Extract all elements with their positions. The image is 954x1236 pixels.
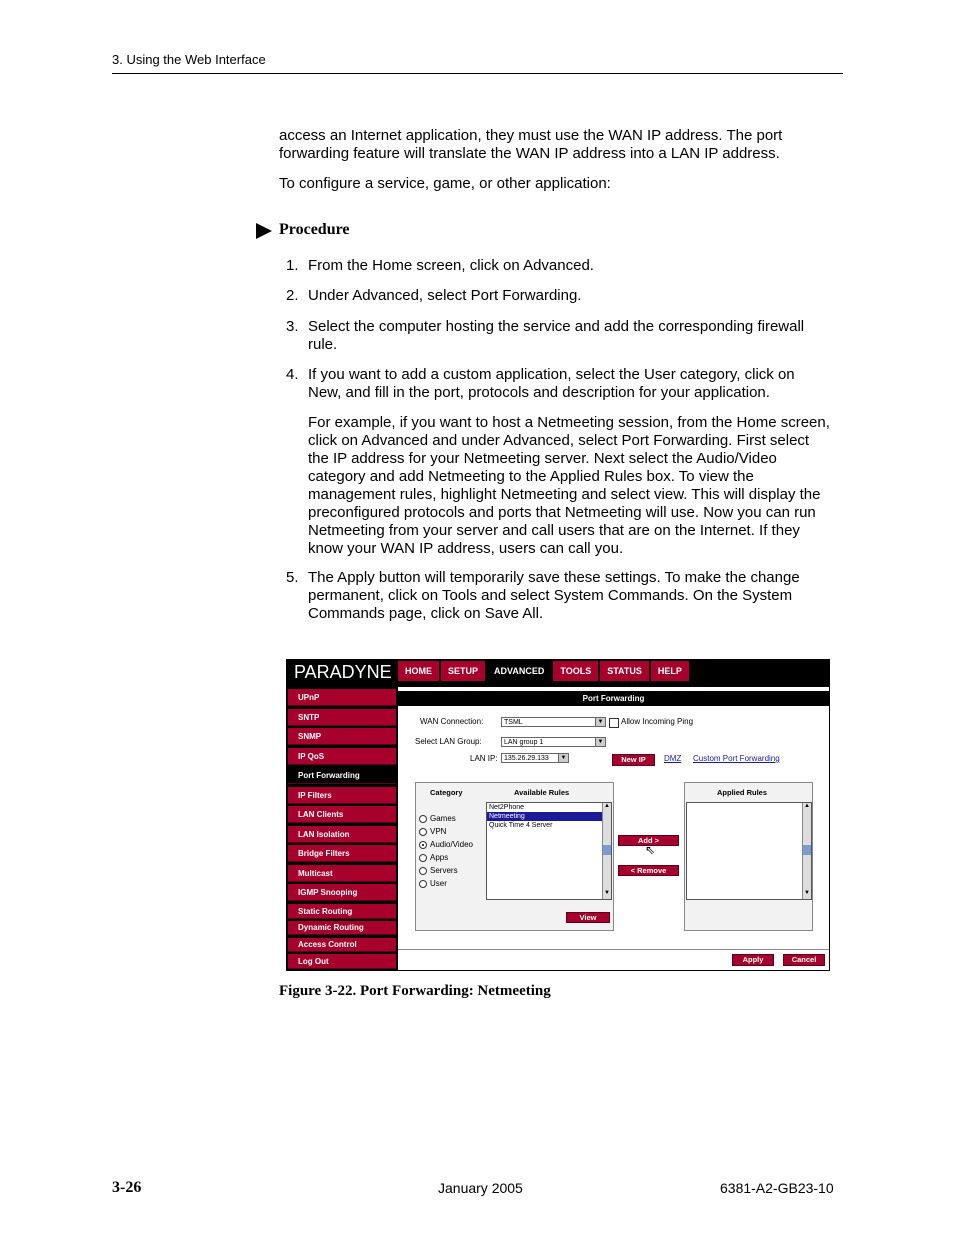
port-forwarding-panel [398,687,829,970]
category-title: Category [430,788,463,797]
figure-caption: Figure 3-22. Port Forwarding: Netmeeting [279,983,551,999]
category-vpn[interactable] [419,825,473,838]
example-paragraph [308,414,830,558]
remove-button[interactable]: < Remove [618,865,679,876]
add-button[interactable]: Add > [618,835,679,846]
tab-help[interactable]: HELP [651,661,689,681]
sidebar-item-snmp[interactable]: SNMP [288,728,396,745]
example-line: For example, if you want to host a Netmeeting session, from the Home screen, [308,414,830,431]
procedure-heading-text: Procedure [279,220,350,238]
sidebar-item-port-forwarding[interactable]: Port Forwarding [288,767,396,784]
tab-status[interactable]: STATUS [600,661,649,681]
lan-ip-value: 135.26.29.133 [504,755,549,762]
step-text: permanent, click on Tools and select System Commands. On the System [308,587,793,604]
example-line: know your WAN IP address, users can call you. [308,540,624,557]
lan-group-label: Select LAN Group: [415,737,482,746]
category-apps[interactable] [419,851,473,864]
tab-home[interactable]: HOME [398,661,439,681]
footer-date: January 2005 [438,1180,523,1196]
step-number: 1. [286,257,299,274]
category-games[interactable] [419,812,473,825]
lan-ip-label: LAN IP: [470,754,498,763]
intro-paragraph-2: To configure a service, game, or other application: [279,175,611,192]
chevron-down-icon: ▼ [595,718,605,726]
step-text: The Apply button will temporarily save these settings. To make the change [308,569,800,586]
triangle-icon [256,223,272,239]
applied-rules-title: Applied Rules [717,788,768,797]
apply-button[interactable]: Apply [732,954,774,966]
category-servers[interactable] [419,864,473,877]
list-item-selected[interactable]: Netmeeting [487,812,611,821]
step-number: 5. [286,569,299,586]
scroll-down-icon[interactable]: ▼ [604,890,610,896]
scroll-thumb[interactable] [803,845,811,855]
chevron-down-icon: ▼ [595,738,605,746]
available-rules-title: Available Rules [514,788,570,797]
category-label: Games [430,814,456,823]
bottom-divider [398,949,829,950]
paradyne-logo: PARADYNE [294,662,392,682]
radio-button[interactable] [419,880,427,888]
lan-group-select[interactable] [501,737,606,747]
category-label: Audio/Video [430,840,473,849]
sidebar-item-access-control[interactable]: Access Control [288,938,396,952]
new-ip-button[interactable]: New IP [612,754,655,766]
radio-button[interactable] [419,828,427,836]
procedure-heading [256,220,350,239]
scrollbar[interactable] [602,803,611,899]
scroll-up-icon[interactable]: ▲ [804,803,810,809]
example-line: the IP address for your Netmeeting server. Next select the Audio/Video [308,450,777,467]
custom-port-forwarding-link[interactable]: Custom Port Forwarding [693,754,780,763]
step-number: 2. [286,287,299,304]
step-text: New, and fill in the port, protocols and description for your application. [308,384,770,401]
example-line: preconfigured protocols and ports that Netmeeting will use. Now you can run [308,504,816,521]
radio-button[interactable] [419,867,427,875]
step-text: rule. [308,336,338,353]
lan-group-value: LAN group 1 [504,739,544,746]
scroll-up-icon[interactable]: ▲ [604,803,610,809]
wan-connection-select[interactable] [501,717,606,727]
step-number: 3. [286,318,299,335]
panel-title: Port Forwarding [398,691,829,706]
sidebar-item-upnp[interactable]: UPnP [288,689,396,706]
rules-panel [415,782,614,931]
category-label: VPN [430,827,447,836]
tab-setup[interactable]: SETUP [441,661,485,681]
step-2 [286,287,581,305]
available-rules-listbox[interactable] [486,802,612,900]
chevron-down-icon: ▼ [558,754,568,762]
wan-connection-value: TSML [504,719,523,726]
step-text: If you want to add a custom application, select the User category, click on [308,366,795,383]
list-item[interactable]: Quick Time 4 Server [489,822,553,829]
example-line: Netmeeting from your server and call users that are on the Internet. If they [308,522,800,539]
step-number: 4. [286,366,299,383]
example-line: click on Advanced and under Advanced, select Port Forwarding. First select [308,432,810,449]
sidebar-item-igmp-snooping[interactable]: IGMP Snooping [288,884,396,901]
sidebar-item-multicast[interactable]: Multicast [288,865,396,882]
step-1 [286,257,594,275]
port-forwarding-screenshot [286,659,830,971]
example-line: category and add Netmeeting to the Applied Rules box. To view the [308,468,754,485]
sidebar-item-sntp[interactable]: SNTP [288,709,396,726]
applied-rules-listbox[interactable] [686,802,812,900]
mouse-cursor-icon: ⇖ [645,843,656,857]
category-user[interactable] [419,877,473,890]
cancel-button[interactable]: Cancel [783,954,825,966]
tab-advanced[interactable]: ADVANCED [487,661,551,681]
dmz-link[interactable]: DMZ [664,754,682,763]
sidebar-item-dynamic-routing[interactable]: Dynamic Routing [288,921,396,935]
view-button[interactable]: View [566,912,610,923]
allow-ping-checkbox[interactable] [609,718,619,728]
step-text: Select the computer hosting the service and add the corresponding firewall [308,318,805,335]
running-header: 3. Using the Web Interface [112,52,266,67]
scroll-thumb[interactable] [603,845,611,855]
wan-connection-label: WAN Connection: [420,717,484,726]
category-audio-video[interactable] [419,838,473,851]
scrollbar[interactable] [802,803,811,899]
radio-button[interactable] [419,815,427,823]
step-5 [286,569,800,623]
sidebar-item-lan-clients[interactable]: LAN Clients [288,806,396,823]
top-nav-tabs [398,661,691,681]
sidebar-item-log-out[interactable]: Log Out [288,954,396,969]
tab-tools[interactable]: TOOLS [553,661,598,681]
sidebar-menu [288,689,396,972]
sidebar-item-bridge-filters[interactable]: Bridge Filters [288,845,396,862]
category-label: Servers [430,866,458,875]
radio-button[interactable] [419,854,427,862]
step-4 [286,366,795,402]
sidebar-item-static-routing[interactable]: Static Routing [288,904,396,919]
header-rule [112,73,843,74]
footer-doc-number: 6381-A2-GB23-10 [720,1180,834,1196]
sidebar-item-ip-qos[interactable]: IP QoS [288,748,396,765]
lan-ip-select[interactable] [501,753,569,763]
category-label: User [430,879,447,888]
step-3 [286,318,804,354]
step-text: Commands page, click on Save All. [308,605,544,622]
step-text: Under Advanced, select Port Forwarding. [308,287,582,304]
example-line: management rules, highlight Netmeeting and select view. This will display the [308,486,821,503]
allow-ping-label: Allow Incoming Ping [621,717,694,726]
intro-line: access an Internet application, they must use the WAN IP address. The port [279,127,783,144]
intro-paragraph [279,127,782,163]
applied-rules-panel [684,782,813,931]
category-label: Apps [430,853,449,862]
scroll-down-icon[interactable]: ▼ [804,890,810,896]
sidebar-item-ip-filters[interactable]: IP Filters [288,787,396,804]
intro-line: forwarding feature will translate the WAN IP address into a LAN IP address. [279,145,780,162]
page-number: 3-26 [112,1179,142,1196]
sidebar-item-lan-isolation[interactable]: LAN Isolation [288,826,396,843]
category-radio-group [419,812,473,890]
step-text: From the Home screen, click on Advanced. [308,257,594,274]
radio-button-selected[interactable] [419,841,427,849]
list-item[interactable]: Net2Phone [489,804,525,811]
